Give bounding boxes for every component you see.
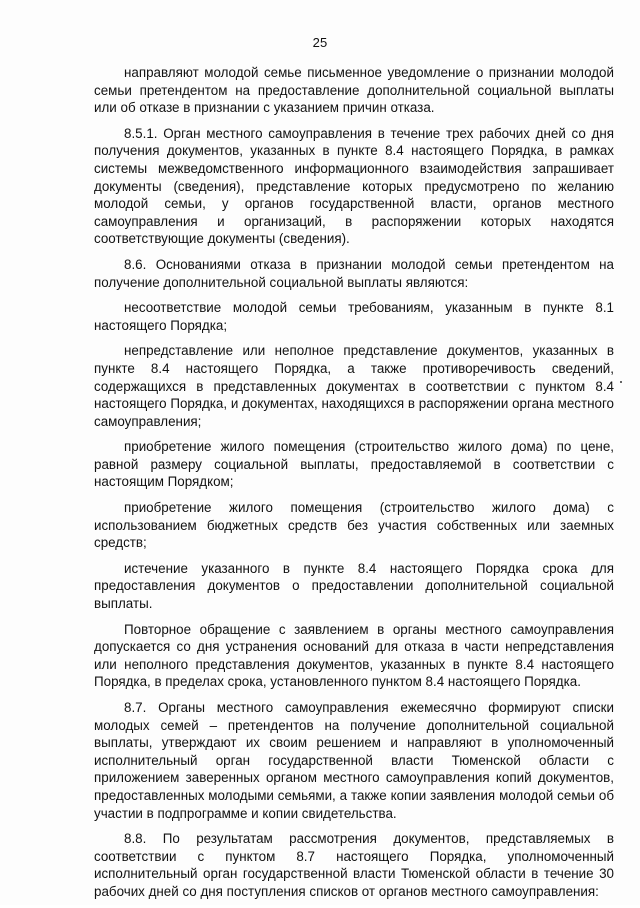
paragraph-8-6: 8.6. Основаниями отказа в признании молодой семьи претендентом на получение дополнительной социальной выплаты являются: — [94, 256, 614, 290]
paragraph-notification: направляют молодой семье письменное уведомление о признании молодой семьи претендентом на предоставление дополнительной социальной выплаты или об отказе в признании с указанием причин отказа. — [94, 65, 614, 116]
document-body — [94, 64, 614, 908]
paragraph-refusal-reason-4: приобретение жилого помещения (строительство жилого дома) с использованием бюджетных средств без участия собственных или заемных средств; — [94, 500, 614, 551]
paragraph-refusal-reason-5: истечение указанного в пункте 8.4 настоящего Порядка срока для предоставления документов о предоставлении дополнительной социальной выплаты. — [94, 560, 614, 612]
paragraph-refusal-reason-1: несоответствие молодой семьи требованиям, указанным в пункте 8.1 настоящего Порядка; — [94, 300, 614, 333]
paragraph-8-7: 8.7. Органы местного самоуправления ежемесячно формируют списки молодых семей – претендентов на получение дополнительной социальной выплаты, утверждают их своим решением и направляют в уполномоченный исполнительный орган государственной власти Тюменской области с приложением заверенных органом местного самоуправления копий документов, предоставленных молодыми семьями, а также копии заявления молодой семьи об участии в подпрограмме и копии свидетельства. — [94, 700, 614, 821]
page-number: 25 — [312, 35, 328, 50]
paragraph-8-8: 8.8. По результатам рассмотрения документов, представляемых в соответствии с пунктом 8.7 настоящего Порядка, уполномоченный исполнительный орган государственной власти Тюменской области в течение 30 рабочих дней со дня поступления списков от органов местного самоуправления: — [94, 831, 614, 899]
scan-mark — [620, 381, 622, 383]
paragraph-8-5-1: 8.5.1. Орган местного самоуправления в течение трех рабочих дней со дня получения документов, указанных в пункте 8.4 настоящего Порядка, в рамках системы межведомственного информационного взаимодействия запрашивает документы (сведения), представление которых предусмотрено по желанию молодой семьи, у органов государственной власти, органов местного самоуправления и организаций, в распоряжении которых находятся соответствующие документы (сведения). — [94, 125, 614, 247]
paragraph-repeat-application: Повторное обращение с заявлением в органы местного самоуправления допускается со дня устранения оснований для отказа в части непредставления или неполного представления документов, указанных в пункте 8.4 настоящего Порядка, в пределах срока, установленного пунктом 8.4 настоящего Порядка. — [94, 621, 614, 690]
paragraph-refusal-reason-2: непредставление или неполное представление документов, указанных в пункте 8.4 настоящего Порядка, а также противоречивость сведений, содержащихся в представленных документах в соответствии с пунктом 8.4 настоящего Порядка, и документах, находящихся в распоряжении органа местного самоуправления; — [94, 343, 614, 429]
paragraph-refusal-reason-3: приобретение жилого помещения (строительство жилого дома) по цене, равной размеру социальной выплаты, предоставляемой в соответствии с настоящим Порядком; — [94, 439, 614, 490]
